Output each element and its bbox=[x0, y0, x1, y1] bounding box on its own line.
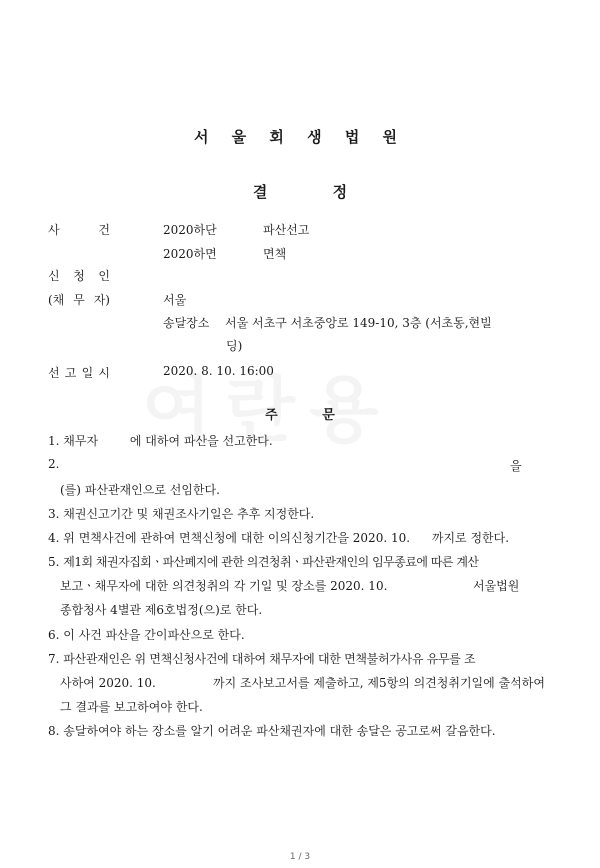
court-name: 서 울 회 생 법 원 bbox=[193, 128, 407, 146]
item-5-cont-a: 보고ㆍ채무자에 대한 의견청취의 각 기일 및 장소를 2020. 10. bbox=[60, 579, 388, 593]
item-7-cont2: 그 결과를 보고하여야 한다. bbox=[60, 700, 203, 714]
order-item-8 bbox=[48, 722, 496, 739]
case-type-discharge: 면책 bbox=[263, 247, 287, 261]
item-number: 3. bbox=[48, 507, 60, 521]
order-item-4 bbox=[48, 529, 509, 546]
debtor-label bbox=[48, 291, 110, 308]
item-number: 4. bbox=[48, 531, 60, 545]
applicant-label-char: 인 bbox=[98, 269, 110, 283]
declared-label-char: 일 bbox=[81, 366, 94, 380]
order-item-3 bbox=[48, 505, 314, 522]
item-number: 2. bbox=[48, 457, 60, 471]
item-2-cont: (를) 파산관재인으로 선임한다. bbox=[60, 483, 220, 497]
item-number: 5. bbox=[48, 555, 60, 569]
item-7-cont-b: 까지 조사보고서를 제출하고, 제5항의 의견청취기일에 출석하여 bbox=[213, 676, 545, 690]
order-item-1 bbox=[48, 432, 273, 449]
service-address-label: 송달장소 bbox=[163, 316, 210, 330]
order-item-2 bbox=[48, 457, 59, 471]
item-7-cont-a: 사하여 2020. 10. bbox=[60, 676, 156, 690]
applicant-label-char: 청 bbox=[73, 269, 85, 283]
item-number: 1. bbox=[48, 434, 60, 448]
case-label-char: 건 bbox=[98, 223, 110, 237]
order-item-7 bbox=[48, 650, 475, 667]
debtor-label-char: (채 bbox=[48, 293, 65, 307]
item-number: 7. bbox=[48, 652, 60, 666]
item-text: 채권신고기간 및 채권조사기일은 추후 지정한다. bbox=[63, 507, 315, 521]
item-text: 위 면책사건에 관하여 면책신청에 대한 이의신청기간을 2020. 10. bbox=[63, 531, 411, 545]
case-label bbox=[48, 221, 110, 238]
service-address-cont: 딩) bbox=[226, 339, 243, 353]
item-text: 제1회 채권자집회ㆍ파산폐지에 관한 의견청취ㆍ파산관재인의 임무종료에 따른 계산 bbox=[63, 555, 479, 569]
applicant-label-char: 신 bbox=[48, 269, 60, 283]
item-text: 까지로 정한다. bbox=[431, 531, 510, 545]
debtor-label-char: 무 bbox=[73, 293, 85, 307]
debtor-city: 서울 bbox=[163, 293, 187, 307]
item-text: 송달하여야 하는 장소를 알기 어려운 파산채권자에 대한 송달은 공고로써 갈음한다. bbox=[63, 724, 496, 738]
item-text: 채무자 bbox=[63, 434, 99, 448]
order-title: 주 문 bbox=[265, 408, 335, 423]
declared-label-char: 선 bbox=[48, 366, 60, 380]
item-text: 에 대하여 파산을 선고한다. bbox=[129, 434, 273, 448]
service-address: 서울 서초구 서초중앙로 149-10, 3층 (서초동,현빌 bbox=[225, 316, 492, 330]
declared-label-char: 시 bbox=[98, 366, 110, 380]
page-number: 1 / 3 bbox=[289, 852, 311, 862]
case-number-discharge: 2020하면 bbox=[163, 247, 217, 261]
case-number-bankruptcy: 2020하단 bbox=[163, 223, 217, 237]
applicant-label bbox=[48, 267, 110, 284]
item-number: 8. bbox=[48, 724, 60, 738]
item-2-particle: 을 bbox=[510, 459, 522, 473]
item-5-cont2: 종합청사 4별관 제6호법정(으)로 한다. bbox=[60, 603, 263, 617]
item-number: 6. bbox=[48, 628, 60, 642]
declared-label-char: 고 bbox=[64, 366, 77, 380]
item-text: 파산관재인은 위 면책신청사건에 대하여 채무자에 대한 면책불허가사유 유무를 조 bbox=[63, 652, 476, 666]
document-title: 결 정 bbox=[252, 183, 348, 201]
debtor-label-char: 자) bbox=[93, 293, 110, 307]
order-item-6 bbox=[48, 626, 245, 643]
case-label-char: 사 bbox=[48, 223, 60, 237]
declared-label bbox=[48, 364, 110, 381]
case-type-bankruptcy: 파산선고 bbox=[263, 223, 310, 237]
declared-datetime: 2020. 8. 10. 16:00 bbox=[163, 364, 274, 378]
order-item-5 bbox=[48, 553, 479, 570]
item-5-cont-b: 서울법원 bbox=[473, 579, 520, 593]
item-text: 이 사건 파산을 간이파산으로 한다. bbox=[63, 628, 245, 642]
